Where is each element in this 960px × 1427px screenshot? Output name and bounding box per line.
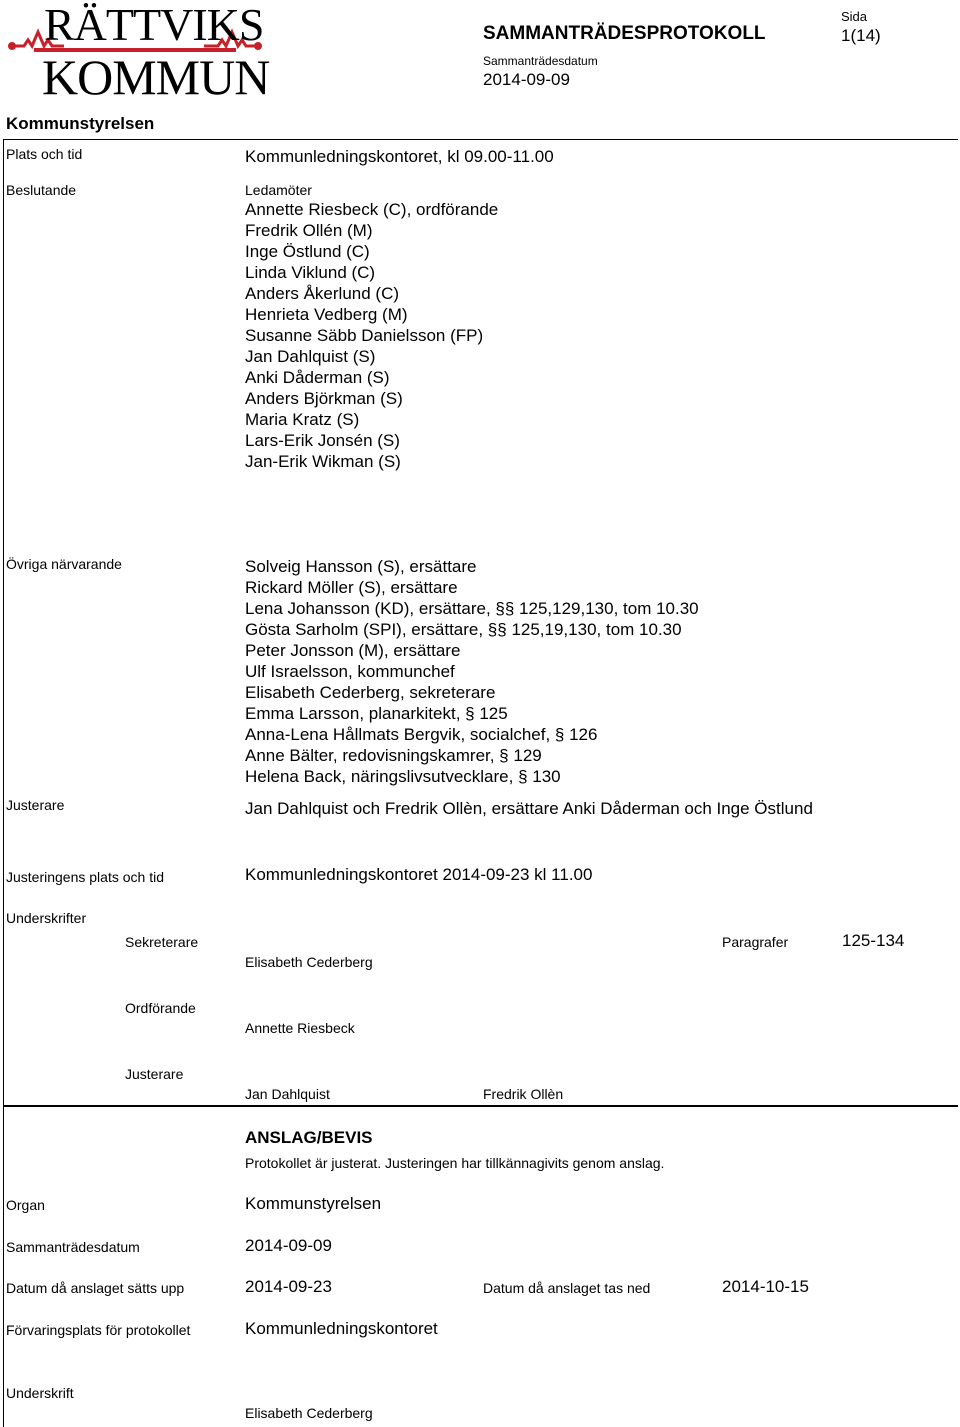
paragraphs-value: 125-134: [842, 931, 905, 950]
list-item: Maria Kratz (S): [245, 410, 360, 429]
logo-line1: RÄTTVIKS: [44, 0, 264, 50]
page-number: 1(14): [841, 26, 881, 45]
list-item: Elisabeth Cederberg, sekreterare: [245, 683, 496, 702]
secretary-label: Sekreterare: [125, 934, 199, 950]
list-item: Rickard Möller (S), ersättare: [245, 578, 458, 597]
posted-date-label: Datum då anslaget sätts upp: [6, 1280, 185, 1296]
secretary-name: Elisabeth Cederberg: [245, 954, 373, 970]
organ-heading: Kommunstyrelsen: [6, 114, 155, 133]
meeting-date-value-2: 2014-09-09: [245, 1236, 332, 1255]
notice-title: ANSLAG/BEVIS: [245, 1128, 373, 1147]
adjusters-sign-label: Justerare: [125, 1066, 184, 1082]
list-item: Annette Riesbeck (C), ordförande: [245, 200, 499, 219]
list-item: Linda Viklund (C): [245, 263, 376, 282]
adjustment-place-value: Kommunledningskontoret 2014-09-23 kl 11.00: [245, 865, 593, 884]
logo-line2: KOMMUN: [42, 49, 270, 105]
posted-date-value: 2014-09-23: [245, 1277, 332, 1296]
decision-makers-label: Beslutande: [6, 182, 77, 198]
meeting-date-label: Sammanträdesdatum: [483, 54, 598, 68]
meeting-date: 2014-09-09: [483, 70, 570, 89]
list-item: Anne Bälter, redovisningskamrer, § 129: [245, 746, 542, 765]
section-divider: [3, 1105, 958, 1107]
list-item: Henrieta Vedberg (M): [245, 305, 408, 324]
list-item: Peter Jonsson (M), ersättare: [245, 641, 461, 660]
list-item: Jan-Erik Wikman (S): [245, 452, 401, 471]
document-title: SAMMANTRÄDESPROTOKOLL: [483, 23, 766, 44]
signature-name: Elisabeth Cederberg: [245, 1405, 373, 1421]
place-time-label: Plats och tid: [6, 146, 83, 162]
notice-text: Protokollet är justerat. Justeringen har tillkännagivits genom anslag.: [245, 1155, 665, 1171]
meeting-date-label-2: Sammanträdesdatum: [6, 1239, 140, 1255]
list-item: Inge Östlund (C): [245, 242, 370, 261]
organ-value: Kommunstyrelsen: [245, 1194, 382, 1213]
place-time-value: Kommunledningskontoret, kl 09.00-11.00: [245, 147, 554, 166]
paragraphs-label: Paragrafer: [722, 934, 789, 950]
list-item: Anki Dåderman (S): [245, 368, 390, 387]
chair-name: Annette Riesbeck: [245, 1020, 355, 1036]
list-item: Jan Dahlquist (S): [245, 347, 376, 366]
list-item: Anders Åkerlund (C): [245, 284, 400, 303]
adjuster-name-2: Fredrik Ollèn: [483, 1086, 564, 1102]
organ-label: Organ: [6, 1197, 45, 1213]
left-margin-line: [3, 139, 4, 1427]
adjusters-value: Jan Dahlquist och Fredrik Ollèn, ersättare Anki Dåderman och Inge Östlund: [245, 799, 813, 818]
storage-value: Kommunledningskontoret: [245, 1319, 438, 1338]
list-item: Ulf Israelsson, kommunchef: [245, 662, 455, 681]
list-item: Susanne Säbb Danielsson (FP): [245, 326, 484, 345]
adjuster-name-1: Jan Dahlquist: [245, 1086, 330, 1102]
list-item: Emma Larsson, planarkitekt, § 125: [245, 704, 508, 723]
signatures-label: Underskrifter: [6, 910, 87, 926]
members-sublabel: Ledamöter: [245, 182, 312, 198]
list-item: Gösta Sarholm (SPI), ersättare, §§ 125,19,130, tom 10.30: [245, 620, 682, 639]
list-item: Solveig Hansson (S), ersättare: [245, 557, 477, 576]
adjustment-place-label: Justeringens plats och tid: [6, 869, 164, 885]
adjusters-label: Justerare: [6, 797, 65, 813]
list-item: Helena Back, näringslivsutvecklare, § 130: [245, 767, 561, 786]
storage-label: Förvaringsplats för protokollet: [6, 1322, 191, 1338]
removed-date-value: 2014-10-15: [722, 1277, 809, 1296]
removed-date-label: Datum då anslaget tas ned: [483, 1280, 651, 1296]
other-attendees-label: Övriga närvarande: [6, 556, 122, 572]
list-item: Anders Björkman (S): [245, 389, 403, 408]
municipality-logo: [4, 0, 270, 105]
list-item: Fredrik Ollén (M): [245, 221, 373, 240]
signature-label: Underskrift: [6, 1385, 74, 1401]
page-label: Sida: [841, 9, 868, 24]
chair-label: Ordförande: [125, 1000, 196, 1016]
header-divider: [3, 139, 958, 140]
list-item: Lena Johansson (KD), ersättare, §§ 125,129,130, tom 10.30: [245, 599, 699, 618]
list-item: Anna-Lena Hållmats Bergvik, socialchef, § 126: [245, 725, 598, 744]
list-item: Lars-Erik Jonsén (S): [245, 431, 400, 450]
